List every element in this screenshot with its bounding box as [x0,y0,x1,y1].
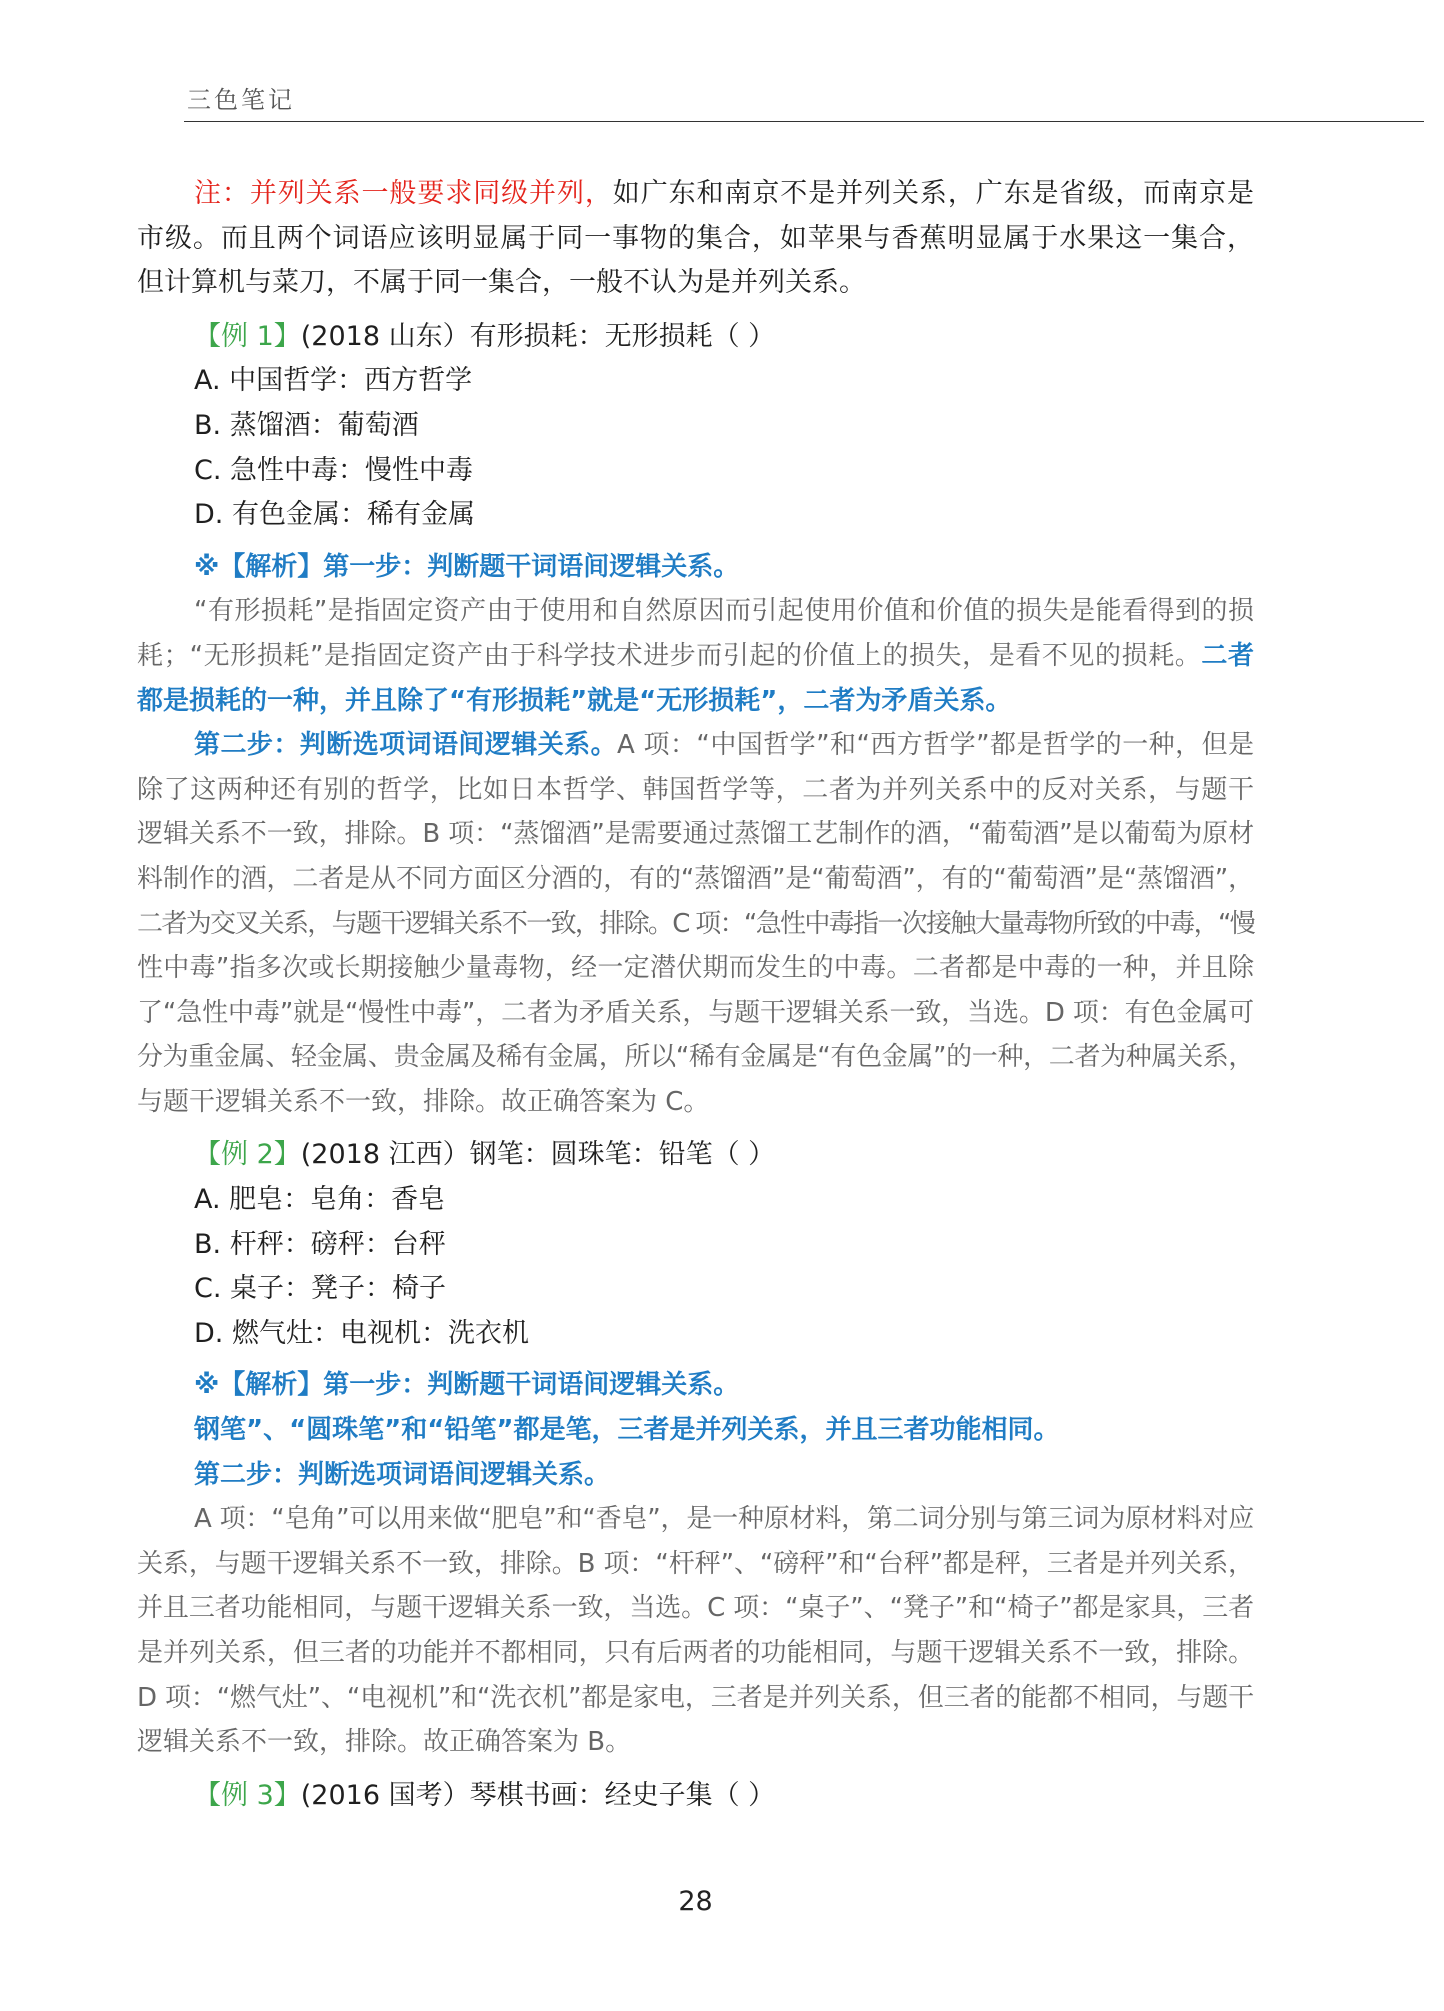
text-line [137,1542,1254,1587]
text-line [137,1080,1254,1125]
analysis-paragraph [137,589,1254,723]
explanation-text: 料制作的酒，二者是从不同方面区分酒的，有的“蒸馏酒”是“葡萄酒”，有的“葡萄酒”是“蒸馏酒”， [137,863,1254,894]
answer-option [137,493,1254,538]
key-point-text: ※【解析】第一步：判断题干词语间逻辑关系。 [194,551,740,582]
answer-option [137,1223,1254,1268]
body-text: 市级。而且两个词语应该明显属于同一事物的集合，如苹果与香蕉明显属于水果这一集合， [137,222,1254,254]
explanation-text: A 项：“皂角”可以用来做“肥皂”和“香皂”，是一种原材料，第二词分别与第三词为原材料对应 [194,1504,1254,1535]
text-line [137,1720,1254,1765]
text-line [137,679,1254,724]
explanation-text: 性中毒”指多次或长期接触少量毒物，经一定潜伏期而发生的中毒。二者都是中毒的一种，并且除 [137,953,1254,984]
example-block [137,1133,1254,1764]
option-line [137,404,1254,449]
text-line [137,217,1254,262]
text-line [137,1676,1254,1721]
explanation-text: 除了这两种还有别的哲学，比如日本哲学、韩国哲学等，二者为并列关系中的反对关系，与题干 [137,774,1254,805]
example-tag: 【例 1】 [194,320,301,352]
text-line [137,812,1254,857]
option-line [137,1223,1254,1268]
text-line [137,1497,1254,1542]
option-text: C. 桌子：凳子：椅子 [194,1273,447,1305]
option-line [137,359,1254,404]
explanation-text: 分为重金属、轻金属、贵金属及稀有金属，所以“稀有金属是“有色金属”的一种，二者为种属关系， [137,1042,1254,1073]
explanation-text: D 项：“燃气灶”、“电视机”和“洗衣机”都是家电，三者是并列关系，但三者的能都不相同，与题干 [137,1682,1254,1713]
text-line [137,1363,1254,1408]
explanation-text: “有形损耗”是指固定资产由于使用和自然原因而引起使用价值和价值的损失是能看得到的损 [194,596,1254,627]
text-line [137,172,1254,217]
example-tag: 【例 3】 [194,1779,301,1811]
question-line [137,1774,1254,1819]
text-line [137,1453,1254,1498]
text-line [137,589,1254,634]
answer-option [137,404,1254,449]
question-line [137,315,1254,360]
page-number: 28 [678,1886,713,1917]
text-line [137,1408,1254,1453]
body-text: 但计算机与菜刀，不属于同一集合，一般不认为是并列关系。 [137,267,866,299]
key-point-text: ※【解析】第一步：判断题干词语间逻辑关系。 [194,1370,740,1401]
text-line [137,545,1254,590]
example-question [137,1774,1254,1819]
answer-option [137,1267,1254,1312]
question-stem: (2018 山东）有形损耗：无形损耗（ ） [300,320,776,352]
option-line [137,1267,1254,1312]
example-question [137,1133,1254,1178]
option-text: A. 中国哲学：西方哲学 [194,365,473,397]
answer-option [137,449,1254,494]
option-line [137,449,1254,494]
explanation-text: 逻辑关系不一致，排除。B 项：“蒸馏酒”是需要通过蒸馏工艺制作的酒，“葡萄酒”是以葡萄为原材 [137,819,1254,850]
explanation-text: 耗；“无形损耗”是指固定资产由于科学技术进步而引起的价值上的损失，是看不见的损耗。 [137,640,1202,671]
key-point-text: 都是损耗的一种，并且除了“有形损耗”就是“无形损耗”，二者为矛盾关系。 [137,685,1012,716]
text-line [137,634,1254,679]
option-text: D. 有色金属：稀有金属 [194,499,475,531]
option-text: A. 肥皂：皂角：香皂 [194,1184,446,1216]
option-text: B. 蒸馏酒：葡萄酒 [194,409,419,441]
question-line [137,1133,1254,1178]
body-text: 如广东和南京不是并列关系，广东是省级，而南京是 [612,178,1255,209]
text-line [137,946,1254,991]
text-line [137,723,1254,768]
key-point-text: 二者 [1201,640,1254,671]
analysis-paragraph [137,1408,1254,1453]
option-text: D. 燃气灶：电视机：洗衣机 [194,1317,529,1349]
analysis-paragraph [137,1497,1254,1765]
text-line [137,857,1254,902]
option-line [137,1178,1254,1223]
example-question [137,315,1254,360]
analysis-paragraph [137,545,1254,590]
key-point-text: 第二步：判断选项词语间逻辑关系。 [194,1459,611,1490]
text-line [137,261,1254,306]
page-body [137,172,1254,1818]
explanation-text: 逻辑关系不一致，排除。故正确答案为 B。 [137,1727,632,1758]
option-line [137,493,1254,538]
analysis-paragraph [137,1453,1254,1498]
explanation-text: 与题干逻辑关系不一致，排除。故正确答案为 C。 [137,1086,710,1117]
example-block [137,1774,1254,1819]
explanation-text: 二者为交叉关系，与题干逻辑关系不一致，排除。C 项：“急性中毒指一次接触大量毒物所致的中毒，“慢 [137,908,1254,939]
key-point-text: 钢笔”、“圆珠笔”和“铅笔”都是笔，三者是并列关系，并且三者功能相同。 [194,1415,1060,1446]
explanation-text: 并且三者功能相同，与题干逻辑关系一致，当选。C 项：“桌子”、“凳子”和“椅子”都是家具，三者 [137,1593,1254,1624]
text-line [137,1035,1254,1080]
explanation-text: 关系，与题干逻辑关系不一致，排除。B 项：“杆秤”、“磅秤”和“台秤”都是秤，三者是并列关系， [137,1548,1254,1579]
option-text: C. 急性中毒：慢性中毒 [194,454,474,486]
question-stem: (2016 国考）琴棋书画：经史子集（ ） [300,1779,776,1811]
example-block [137,315,1254,1125]
option-text: B. 杆秤：磅秤：台秤 [194,1228,446,1260]
text-line [137,991,1254,1036]
running-header-title: 三色笔记 [187,86,295,114]
explanation-text: A 项：“中国哲学”和“西方哲学”都是哲学的一种，但是 [617,730,1254,761]
answer-option [137,1178,1254,1223]
note-paragraph [137,172,1254,306]
option-line [137,1312,1254,1357]
text-line [137,768,1254,813]
answer-option [137,359,1254,404]
question-stem: (2018 江西）钢笔：圆珠笔：铅笔（ ） [300,1139,776,1171]
text-line [137,902,1254,947]
header-divider [184,121,1424,122]
explanation-text: 是并列关系，但三者的功能并不都相同，只有后两者的功能相同，与题干逻辑关系不一致，排除。 [137,1638,1254,1668]
answer-option [137,1312,1254,1357]
text-line [137,1631,1254,1676]
note-highlight-text: 注：并列关系一般要求同级并列， [194,178,613,209]
analysis-paragraph [137,1363,1254,1408]
example-tag: 【例 2】 [194,1139,301,1171]
text-line [137,1586,1254,1631]
analysis-paragraph [137,723,1254,1124]
key-point-text: 第二步：判断选项词语间逻辑关系。 [194,730,618,761]
explanation-text: 了“急性中毒”就是“慢性中毒”，二者为矛盾关系，与题干逻辑关系一致，当选。D 项：有色金属可 [137,997,1254,1028]
